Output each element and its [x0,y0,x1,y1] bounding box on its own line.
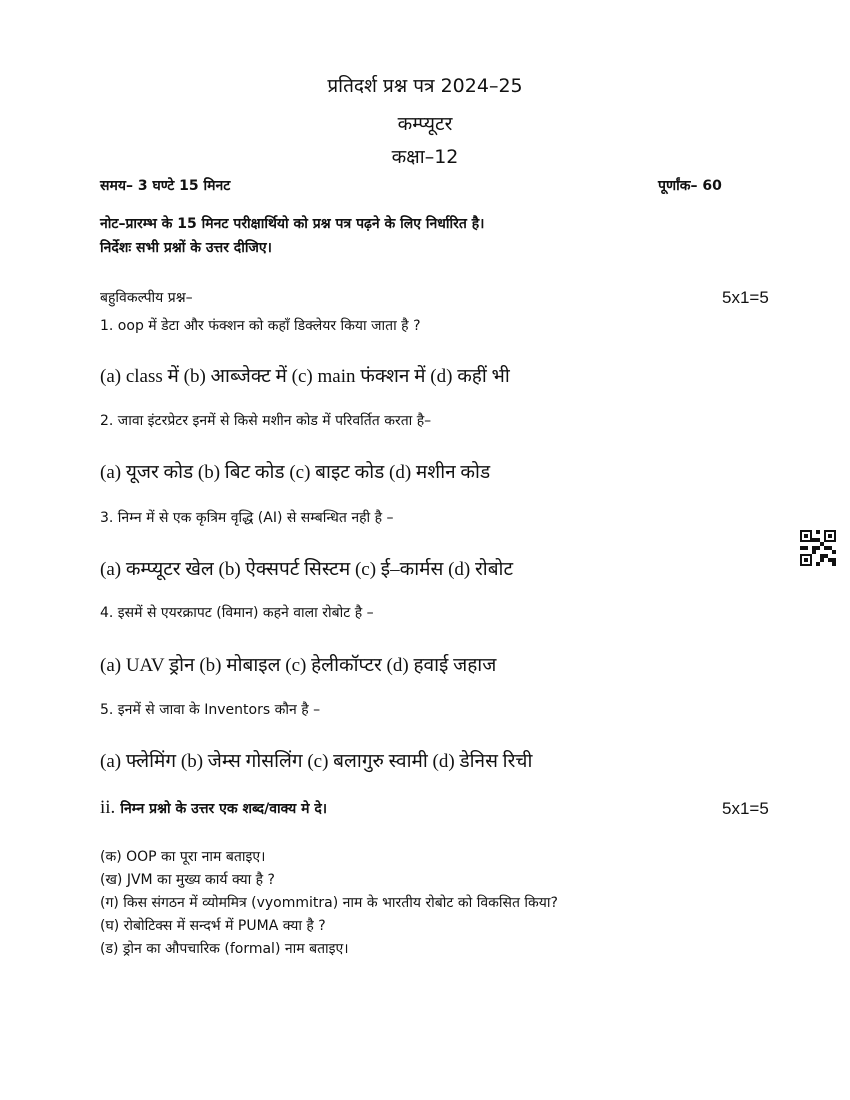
question-3-options: (a) कम्प्यूटर खेल (b) ऐक्सपर्ट सिस्टम (c) ई–कार्मस (d) रोबोट [100,559,514,580]
question-5-options: (a) फ्लेमिंग (b) जेम्स गोसलिंग (c) बलागुरु स्वामी (d) डेनिस रिची [100,751,533,772]
short-question-ga: (ग) किस संगठन में व्योममित्र (vyommitra) नाम के भारतीय रोबोट को विकसित किया? [100,895,558,911]
note-text: नोट–प्रारम्भ के 15 मिनट परीक्षार्थियो को प्रश्न पत्र पढ़ने के लिए निर्धारित है। [100,216,485,232]
section1-heading: बहुविकल्पीय प्रश्न– [100,290,193,306]
short-question-gha: (घ) रोबोटिक्स में सन्दर्भ में PUMA क्या है ? [100,918,326,934]
max-marks: पूर्णांक– 60 [658,178,722,194]
qr-code-icon [800,530,836,566]
short-question-kha: (ख) JVM का मुख्य कार्य क्या है ? [100,872,275,888]
paper-title: प्रतिदर्श प्रश्न पत्र 2024–25 [327,75,523,97]
question-4: 4. इसमें से एयरक्रापट (विमान) कहने वाला रोबोट है – [100,605,374,621]
question-1: 1. oop में डेटा और फंक्शन को कहाँ डिक्लेयर किया जाता है ? [100,318,421,334]
subject-title: कम्प्यूटर [397,113,453,135]
section2-roman-number: ii. [100,797,116,818]
section2-heading-row [100,797,327,819]
section1-marks: 5x1=5 [722,288,769,307]
section2-heading: निम्न प्रश्नो के उत्तर एक शब्द/वाक्य मे दे। [120,801,328,817]
question-2: 2. जावा इंटरप्रेटर इनमें से किसे मशीन कोड में परिवर्तित करता है– [100,413,432,429]
time-allowed: समय– 3 घण्टे 15 मिनट [100,178,231,194]
question-2-options: (a) यूजर कोड (b) बिट कोड (c) बाइट कोड (d) मशीन कोड [100,462,491,483]
question-5: 5. इनमें से जावा के Inventors कौन है – [100,702,321,718]
short-question-ka: (क) OOP का पूरा नाम बताइए। [100,849,266,865]
instruction-text: निर्देशः सभी प्रश्नों के उत्तर दीजिए। [100,240,272,256]
question-3: 3. निम्न में से एक कृत्रिम वृद्धि (AI) से सम्बन्धित नही है – [100,510,394,526]
question-4-options: (a) UAV ड्रोन (b) मोबाइल (c) हेलीकॉप्टर (d) हवाई जहाज [100,655,497,676]
short-question-da: (ड) ड्रोन का औपचारिक (formal) नाम बताइए। [100,941,349,957]
section2-marks: 5x1=5 [722,799,769,818]
question-1-options: (a) class में (b) आब्जेक्ट में (c) main फंक्शन में (d) कहीं भी [100,366,510,387]
class-title: कक्षा–12 [391,146,459,168]
